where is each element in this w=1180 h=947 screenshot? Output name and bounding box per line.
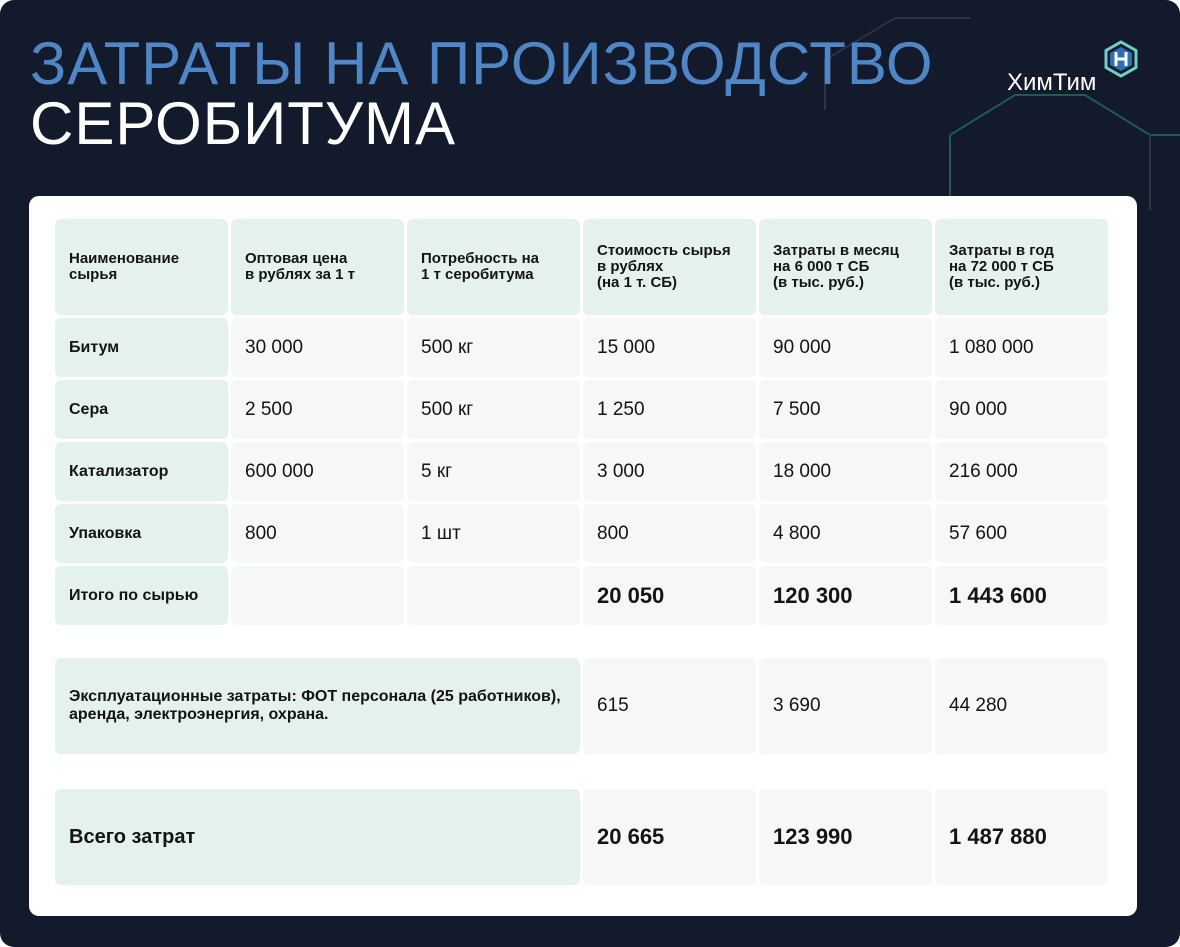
- row-label-sulfur: Сера: [55, 380, 228, 439]
- cost-table-card: [29, 196, 1137, 916]
- cell-cost: 1 250: [583, 380, 756, 439]
- logo: [1005, 40, 1145, 100]
- cell-price: 30 000: [231, 318, 404, 377]
- row-label-catalyst: Катализатор: [55, 442, 228, 501]
- cell-year: 57 600: [935, 504, 1108, 563]
- total-label: Всего затрат: [55, 789, 580, 885]
- subtotal-cost: 20 050: [583, 566, 756, 625]
- cell-need: 5 кг: [407, 442, 580, 501]
- cell-need: 500 кг: [407, 380, 580, 439]
- cell-price: 600 000: [231, 442, 404, 501]
- cell-year: 90 000: [935, 380, 1108, 439]
- subtotal-empty-price: [231, 566, 404, 625]
- row-label-bitumen: Битум: [55, 318, 228, 377]
- operating-year: 44 280: [935, 658, 1108, 754]
- header-wholesale-price: Оптовая цена в рублях за 1 т: [231, 219, 404, 315]
- cell-month: 7 500: [759, 380, 932, 439]
- cell-month: 90 000: [759, 318, 932, 377]
- cell-price: 2 500: [231, 380, 404, 439]
- cell-need: 500 кг: [407, 318, 580, 377]
- cell-month: 18 000: [759, 442, 932, 501]
- total-cost: 20 665: [583, 789, 756, 885]
- header-yearly-cost: Затраты в год на 72 000 т СБ (в тыс. руб.): [935, 219, 1108, 315]
- cell-price: 800: [231, 504, 404, 563]
- subtotal-month: 120 300: [759, 566, 932, 625]
- cell-cost: 800: [583, 504, 756, 563]
- subtotal-empty-need: [407, 566, 580, 625]
- hexagon-h-icon: [1102, 40, 1140, 78]
- cell-year: 1 080 000: [935, 318, 1108, 377]
- header-requirement: Потребность на 1 т серобитума: [407, 219, 580, 315]
- logo-text: ХимТим: [1007, 69, 1097, 96]
- header-monthly-cost: Затраты в месяц на 6 000 т СБ (в тыс. руб.): [759, 219, 932, 315]
- cell-year: 216 000: [935, 442, 1108, 501]
- page-title: [30, 30, 934, 157]
- subtotal-year: 1 443 600: [935, 566, 1108, 625]
- total-year: 1 487 880: [935, 789, 1108, 885]
- cell-need: 1 шт: [407, 504, 580, 563]
- operating-month: 3 690: [759, 658, 932, 754]
- header-material-cost: Стоимость сырья в рублях (на 1 т. СБ): [583, 219, 756, 315]
- total-month: 123 990: [759, 789, 932, 885]
- cell-cost: 15 000: [583, 318, 756, 377]
- title-line-2: СЕРОБИТУМА: [30, 90, 456, 157]
- operating-costs-label: Эксплуатационные затраты: ФОТ персонала (25 работников), аренда, электроэнергия, охрана.: [55, 658, 580, 754]
- subtotal-label: Итого по сырью: [55, 566, 228, 625]
- title-line-1: ЗАТРАТЫ НА ПРОИЗВОДСТВО: [30, 30, 934, 97]
- cell-month: 4 800: [759, 504, 932, 563]
- header-material-name: Наименование сырья: [55, 219, 228, 315]
- row-label-packaging: Упаковка: [55, 504, 228, 563]
- cell-cost: 3 000: [583, 442, 756, 501]
- cost-table: [55, 219, 1108, 885]
- operating-cost: 615: [583, 658, 756, 754]
